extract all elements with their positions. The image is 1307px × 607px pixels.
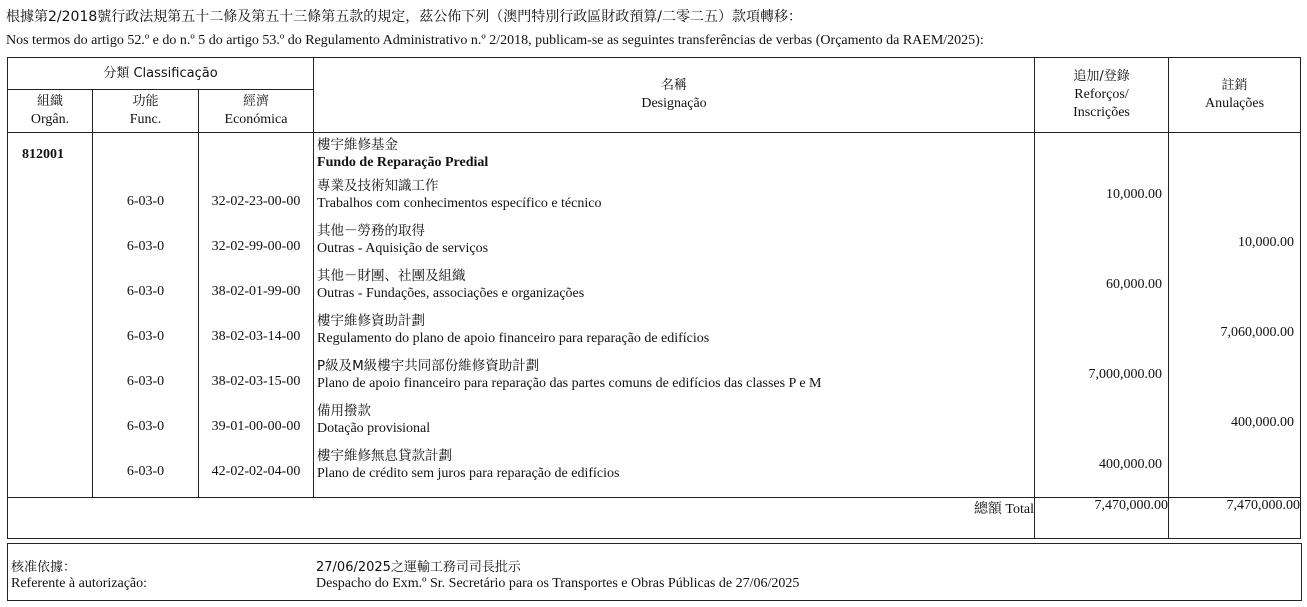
- transfer-table: [7, 57, 1301, 539]
- row-func-code: 6-03-0: [126, 239, 165, 254]
- econ-header: 經濟 Económica: [199, 90, 314, 133]
- row-func-code: 6-03-0: [126, 419, 165, 434]
- row-designation-pt: Plano de apoio financeiro para reparação das partes comuns de edifícios das classes P e M: [317, 376, 822, 391]
- row-designation-zh: 備用撥款: [317, 403, 372, 419]
- row-econ-code: 32-02-99-00-00: [211, 239, 301, 254]
- authorization-label-zh: 核准依據：: [11, 560, 77, 575]
- organ-code: 812001: [22, 147, 64, 162]
- anulacoes-column: [1169, 133, 1301, 498]
- row-func-code: 6-03-0: [126, 374, 165, 389]
- reforcos-header: 追加/登錄 Reforços/ Inscrições: [1035, 58, 1169, 133]
- total-label: 總額 Total: [973, 502, 1035, 517]
- row-func-code: 6-03-0: [126, 464, 165, 479]
- row-func-code: 6-03-0: [126, 194, 165, 209]
- row-reforco-amount: 7,000,000.00: [1088, 367, 1163, 382]
- anulacoes-header: 註銷 Anulações: [1169, 58, 1301, 133]
- func-header: 功能 Func.: [93, 90, 199, 133]
- row-designation-pt: Outras - Fundações, associações e organizações: [317, 286, 585, 301]
- authorization-value-pt: Despacho do Exm.º Sr. Secretário para os Transportes e Obras Públicas de 27/06/2025: [316, 576, 800, 591]
- row-econ-code: 38-02-03-15-00: [211, 374, 301, 389]
- designation-header: 名稱 Designação: [314, 58, 1035, 133]
- entity-name-pt: Fundo de Reparação Predial: [317, 155, 489, 170]
- intro-chinese: 根據第2/2018號行政法規第五十二條及第五十三條第五款的規定，茲公佈下列（澳門特別行政區財政預算/二零二五）款項轉移：: [6, 9, 802, 25]
- total-anulacoes: 7,470,000.00: [1169, 498, 1301, 539]
- entity-name-zh: 樓宇維修基金: [317, 137, 399, 153]
- authorization-label-pt: Referente à autorização:: [11, 576, 148, 591]
- row-econ-code: 42-02-02-04-00: [211, 464, 301, 479]
- row-designation-zh: 樓宇維修無息貸款計劃: [317, 448, 453, 464]
- designation-column: [314, 133, 1035, 498]
- row-designation-pt: Regulamento do plano de apoio financeiro para reparação de edifícios: [317, 331, 710, 346]
- row-designation-zh: 樓宇維修資助計劃: [317, 313, 426, 329]
- row-econ-code: 38-02-01-99-00: [211, 284, 301, 299]
- row-func-code: 6-03-0: [126, 284, 165, 299]
- total-label-cell: [8, 498, 1035, 539]
- reforcos-column: [1035, 133, 1169, 498]
- row-func-code: 6-03-0: [126, 329, 165, 344]
- row-econ-code: 38-02-03-14-00: [211, 329, 301, 344]
- row-designation-pt: Trabalhos com conhecimentos específico e técnico: [317, 196, 602, 211]
- row-anulacao-amount: 400,000.00: [1231, 415, 1295, 430]
- authorization-value-zh: 27/06/2025之運輸工務司司長批示: [316, 560, 521, 575]
- row-econ-code: 32-02-23-00-00: [211, 194, 301, 209]
- row-designation-pt: Outras - Aquisição de serviços: [317, 241, 489, 256]
- row-designation-zh: 其他－勞務的取得: [317, 223, 426, 239]
- row-anulacao-amount: 10,000.00: [1238, 235, 1295, 250]
- row-anulacao-amount: 7,060,000.00: [1220, 325, 1295, 340]
- row-designation-pt: Plano de crédito sem juros para reparação de edifícios: [317, 466, 620, 481]
- organ-header: 組織 Orgân.: [8, 90, 93, 133]
- row-designation-zh: 專業及技術知識工作: [317, 178, 439, 194]
- authorization-footer: [7, 543, 1302, 601]
- func-column: [93, 133, 199, 498]
- row-designation-pt: Dotação provisional: [317, 421, 431, 436]
- row-econ-code: 39-01-00-00-00: [211, 419, 301, 434]
- row-reforco-amount: 400,000.00: [1099, 457, 1163, 472]
- row-reforco-amount: 10,000.00: [1106, 187, 1163, 202]
- classification-header: 分類 Classificação: [8, 58, 314, 90]
- row-designation-zh: P級及M級樓宇共同部份維修資助計劃: [317, 358, 540, 374]
- row-reforco-amount: 60,000.00: [1106, 277, 1163, 292]
- total-reforcos: 7,470,000.00: [1035, 498, 1169, 539]
- econ-column: [199, 133, 314, 498]
- row-designation-zh: 其他－財團、社團及組織: [317, 268, 466, 284]
- organ-cell: [8, 133, 93, 498]
- intro-portuguese: Nos termos do artigo 52.º e do n.º 5 do artigo 53.º do Regulamento Administrativo n.º 2/2018, publicam-se as seguintes transferências de verbas (Orçamento da RAEM/2025):: [6, 33, 984, 48]
